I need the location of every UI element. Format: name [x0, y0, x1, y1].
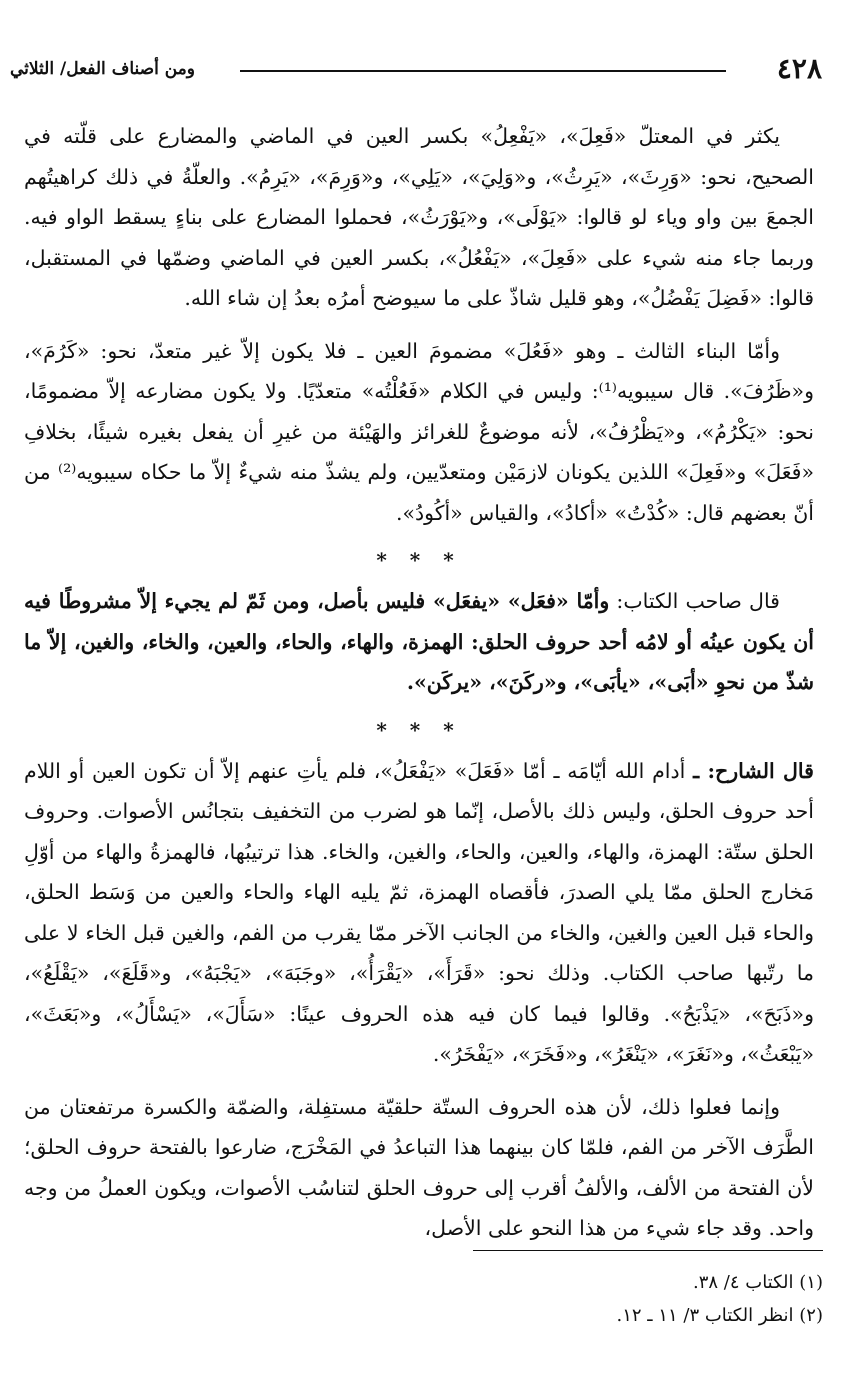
header-rule: [240, 70, 726, 72]
footnote-2: (٢) انظر الكتاب ٣/ ١١ ـ ١٢.: [616, 1305, 823, 1326]
author-lead: قال صاحب الكتاب:: [616, 589, 780, 613]
section-separator-2: * * *: [376, 717, 462, 742]
paragraph-5: وإنما فعلوا ذلك، لأن هذه الحروف الستّة حلقيّة مستفِلة، والضمّة والكسرة مرتفعتان من الطَّرَف الآخر من الفم، فلمّا كان بينهما هذا التباعدُ في المَخْرَج، ضارعوا بالفتحة حروف الحلق؛ لأن الفتحة من الألف، والألفُ أقرب إلى حروف الحلق لتناسُب الأصوات، ويكون العملُ من وجه واحد. وقد جاء شيء من هذا النحو على الأصل،: [24, 1094, 814, 1240]
paragraph-1: يكثر في المعتلّ «فَعِلَ»، «يَفْعِلُ» بكسر العين في الماضي والمضارع على قلّته في الصحيح، نحو: «وَرِثَ»، «يَرِثُ»، و«وَلِيَ»، «يَلِي»، و«وَرِمَ»، «يَرِمُ». والعلّةُ في ذلك كراهيتُهم الجمعَ بين واو وياء لو قالوا: «يَوْلَى»، و«يَوْرَثُ»، فحملوا المضارع على بناءٍ يسقط الواو فيه. وربما جاء منه شيء على «فَعِلَ»، «يَفْعُلُ»، بكسر العين في الماضي وضمّها في المستقبل، قالوا: «فَضِلَ يَفْضُلُ»، وهو قليل شاذّ على ما سيوضح أمرُه بعدُ إن شاء الله.: [24, 124, 814, 310]
commentator-text: أدام الله أيّامَه ـ أمّا «فَعَلَ» «يَفْعَلُ»، فلم يأتِ عنهم إلاّ أن تكون العين أو اللام أحد حروف الحلق، وليس ذلك بالأصل، إنّما هو لضرب من التخفيف بتجانُس الأصوات. وحروف الحلق ستّة: الهمزة، والهاء، والعين، والحاء، والغين، والخاء. هذا ترتيبُها، فالهمزةُ والهاء من أوّلِ مَخارج الحلق ممّا يلي الصدرَ، فأقصاه الهمزة، ثمّ يليه الهاء والحاء والعين من وَسَط الحلق، والحاء قبل العين والغين، والخاء من الجانب الآخر ممّا يقرب من الفم، والغين قبل الخاء لا على ما رتّبها صاحب الكتاب. وذلك نحو: «قَرَأَ»، «يَقْرَأُ»، «وجَبَهَ»، «يَجْبَهُ»، و«قَلَعَ»، «يَقْلَعُ»، و«ذَبَحَ»، «يَذْبَحُ». وقالوا فيما كان فيه هذه الحروف عينًا: «سَأَلَ»، «يَسْأَلُ»، و«بَعَثَ»، «يَبْعَثُ»، و«نَغَرَ»، «يَنْغَرُ»، و«فَخَرَ»، «يَفْخَرُ».: [24, 758, 814, 1066]
footnote-rule: [473, 1250, 823, 1251]
footnotes: [223, 1266, 823, 1332]
footnote-1: (١) الكتاب ٤/ ٣٨.: [692, 1272, 823, 1293]
paragraph-3: [24, 581, 814, 703]
paragraph-2: وأمّا البناء الثالث ـ وهو «فَعُلَ» مضمومَ العين ـ فلا يكون إلاّ غير متعدّ، نحو: «كَرُمَ»، و«ظَرُفَ». قال سيبويه⁽¹⁾: وليس في الكلام «فَعُلْتُه» متعدّيًا. ولا يكون مضارعه إلاّ مضمومًا، نحو: «يَكْرُمُ»، و«يَظْرُفُ»، لأنه موضوعٌ للغرائز والهَيْئة من غيرِ أن يفعل بغيره شيئًا، بخلافِ «فَعَلَ» و«فَعِلَ» اللذين يكونان لازمَيْن ومتعدّيين، ولم يشذّ منه شيءٌ إلاّ ما حكاه سيبويه⁽²⁾ من أنّ بعضهم قال: «كُدْتُ» «أكادُ»، والقياس «أكُودُ».: [24, 338, 814, 525]
running-title: ومن أصناف الفعل/ الثلاثي: [10, 59, 195, 79]
page-number: ٤٢٨: [776, 52, 822, 85]
section-separator-1: * * *: [376, 548, 462, 572]
author-text: وأمّا «فعَل» «يفعَل» فليس بأصل، ومن ثَمّ لم يجيء إلاّ مشروطًا فيه أن يكون عينُه أو لامُه أحد حروف الحلق: الهمزة، والهاء، والحاء، والعين، والخاء، والغين، إلاّ ما شذّ من نحوِ «أبَى»، «يأبَى»، و«ركَنَ»، «يركَن».: [24, 589, 814, 694]
commentator-lead: قال الشارح: ـ: [693, 758, 814, 783]
page-header: [10, 52, 822, 86]
paragraph-4: [24, 751, 814, 1075]
main-text: [24, 116, 814, 1261]
